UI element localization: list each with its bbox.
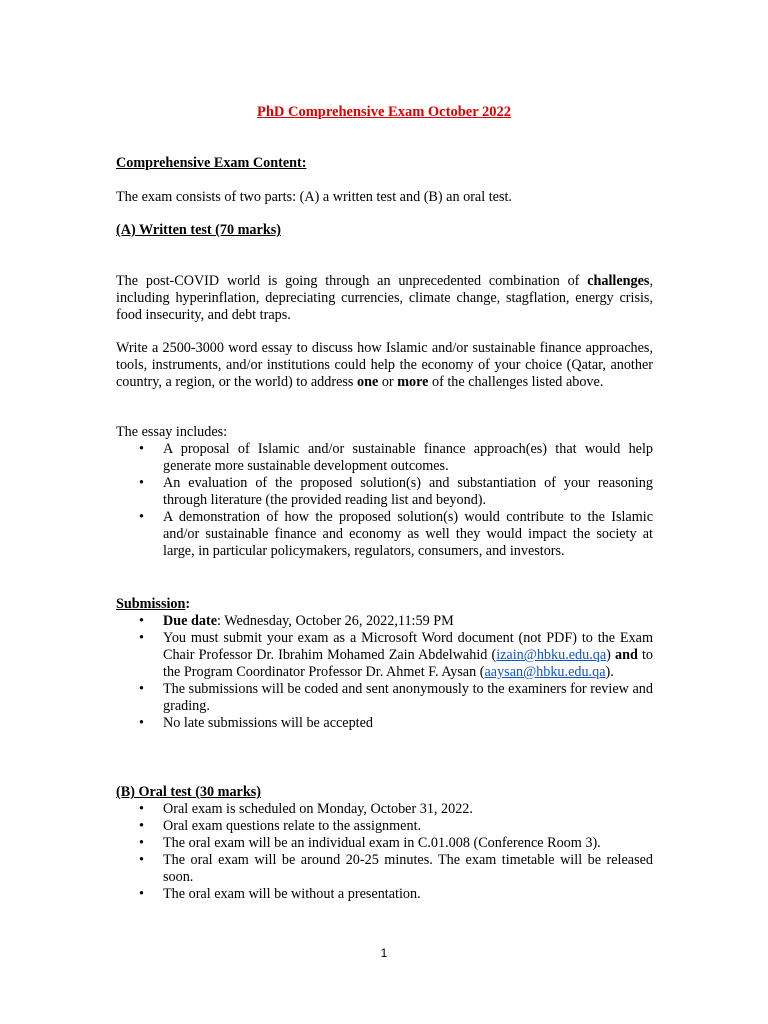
email-link-izain[interactable]: izain@hbku.edu.qa [496,647,607,663]
list-item [116,818,653,835]
content-heading: Comprehensive Exam Content: [116,155,307,171]
list-item [116,801,653,818]
oral-test-section [116,784,653,903]
bullet-icon: • [139,613,144,629]
submit-text-close1: ) [606,647,615,663]
list-item [116,509,653,560]
page-title: PhD Comprehensive Exam October 2022 [256,104,511,120]
submission-section [116,596,653,732]
list-item [116,835,653,852]
list-item-text: Oral exam questions relate to the assignment. [163,818,422,834]
p1-bold-challenges: challenges [587,273,650,289]
list-item [116,630,653,681]
bullet-icon: • [139,801,144,817]
written-test-heading: (A) Written test (70 marks) [116,222,281,238]
submit-bold-and: and [614,647,638,663]
list-item-text: Oral exam is scheduled on Monday, October 31, 2022. [163,801,473,817]
list-item-text: A proposal of Islamic and/or sustainable finance approach(es) that would help generate more sustainable development outcomes. [163,441,653,474]
bullet-icon: • [139,852,144,868]
list-item-text: The submissions will be coded and sent anonymously to the examiners for review and grading. [163,681,653,714]
written-paragraph-2 [116,340,653,391]
bullet-icon: • [139,818,144,834]
list-item-text: The oral exam will be around 20-25 minutes. The exam timetable will be released soon. [163,852,653,885]
p2-text-post: of the challenges listed above. [428,374,604,390]
list-item-text: The oral exam will be an individual exam in C.01.008 (Conference Room 3). [163,835,601,851]
bullet-icon: • [139,630,144,646]
bullet-icon: • [139,886,144,902]
essay-includes-section [116,424,653,560]
oral-bullet-list [116,801,653,903]
bullet-icon: • [139,835,144,851]
submit-text-mid: to the Program Coordinator Professor Dr. Ahmet F. Aysan ( [163,647,653,680]
submission-colon: : [185,596,191,612]
list-item [116,475,653,509]
list-item-text: A demonstration of how the proposed solution(s) would contribute to the Islamic and/or sustainable finance and economy as well they would impact the society at large, in particular policymakers, regulators, consumers, and investors. [163,509,653,559]
list-item-text: The oral exam will be without a presentation. [163,886,421,902]
page-number: 1 [380,946,388,960]
bullet-icon: • [139,509,144,525]
essay-intro: The essay includes: [116,424,228,440]
list-item [116,852,653,886]
list-item-text: No late submissions will be accepted [163,715,374,731]
submission-heading-line [116,596,653,613]
bullet-icon: • [139,715,144,731]
due-date-value: : Wednesday, October 26, 2022,11:59 PM [217,613,454,629]
oral-test-heading: (B) Oral test (30 marks) [116,784,261,800]
list-item [116,715,653,732]
submission-heading: Submission [116,596,186,612]
list-item-text: An evaluation of the proposed solution(s) and substantiation of your reasoning through literature (the provided reading list and beyond). [163,475,653,508]
submission-bullet-list [116,613,653,732]
list-item [116,681,653,715]
submit-text-pre: You must submit your exam as a Microsoft Word document (not PDF) to the Exam Chair Professor Dr. Ibrahim Mohamed Zain Abdelwahid ( [163,630,653,663]
list-item [116,613,653,630]
bullet-icon: • [139,475,144,491]
p1-text-post: , including hyperinflation, depreciating currencies, climate change, stagflation, energy crisis, food insecurity, and debt traps. [116,273,653,323]
bullet-icon: • [139,441,144,457]
email-link-aaysan[interactable]: aaysan@hbku.edu.qa [484,664,606,680]
p2-bold-more: more [397,374,429,390]
submit-text-close2: ). [605,664,614,680]
due-date-label: Due date [163,613,217,629]
p2-text-pre: Write a 2500-3000 word essay to discuss how Islamic and/or sustainable finance approaches, tools, instruments, and/or institutions could help the economy of your choice (Qatar, another country, a region, or the world) to address [116,340,653,390]
list-item [116,886,653,903]
written-paragraph-1 [116,273,653,324]
p2-text-mid: or [378,374,398,390]
list-item [116,441,653,475]
intro-paragraph: The exam consists of two parts: (A) a written test and (B) an oral test. [116,189,512,205]
p2-bold-one: one [357,374,379,390]
p1-text-pre: The post-COVID world is going through an unprecedented combination of [116,273,588,289]
essay-bullet-list [116,441,653,560]
bullet-icon: • [139,681,144,697]
